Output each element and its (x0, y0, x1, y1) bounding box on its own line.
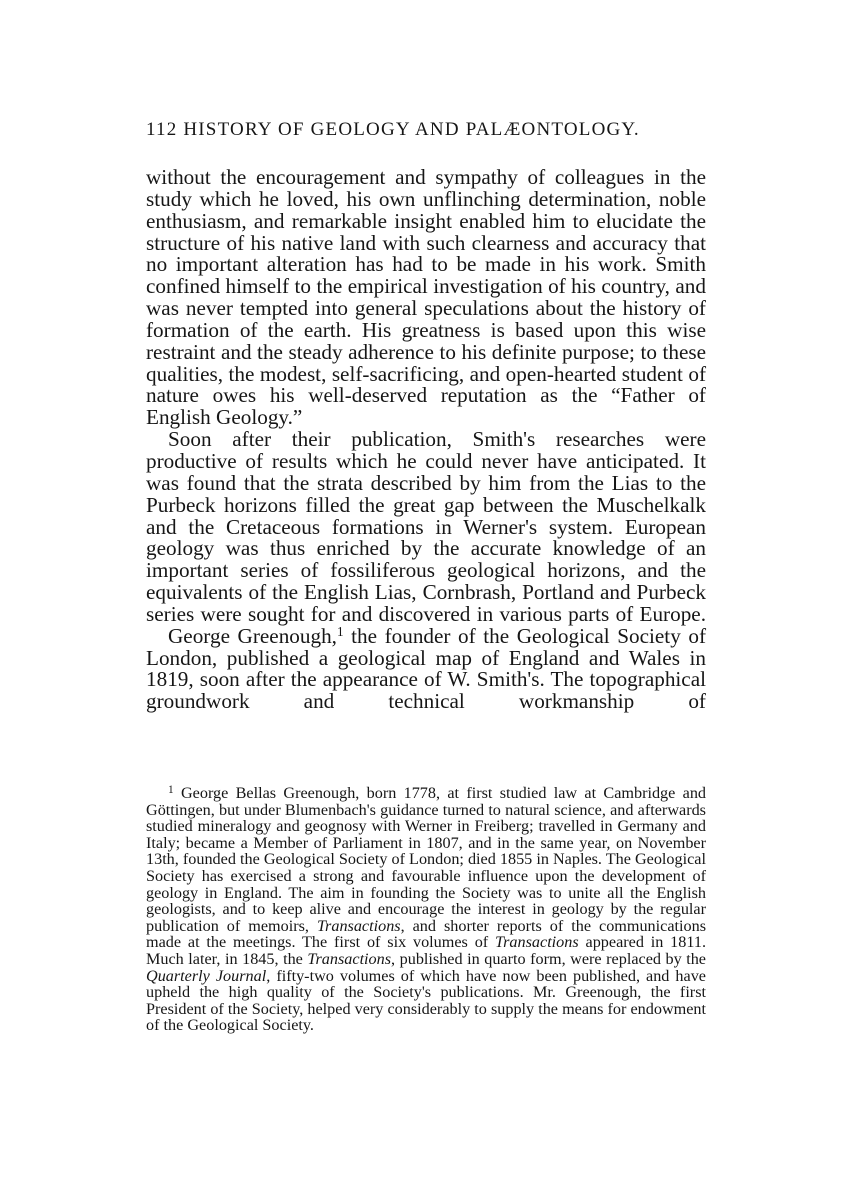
footnote-text: appeared in 1811. Much later, in 1845, the (146, 933, 706, 968)
paragraph-greenough (146, 623, 707, 714)
footnote-text: , and shorter reports of the communications made at the meetings. The first of six volumes of (146, 916, 707, 952)
page-number: 112 (146, 119, 178, 140)
paragraph-text: George Greenough, (168, 623, 337, 648)
footnote-number: 1 (168, 783, 174, 796)
italic-title: Transactions (495, 933, 579, 952)
paragraph-continued: without the encouragement and sympathy of colleagues in the study which he loved, his own unflinching determination, noble enthusiasm, and remarkable insight enabled him to elucidate the structure of his native land with such clearness and accuracy that no important alteration has had to be made in his work. Smith confined himself to the empirical investigation of his country, and was never tempted into general speculations about the history of formation of the earth. His greatness is based upon this wise restraint and the steady adherence to his definite purpose; to these qualities, the modest, self-sacrificing, and open-hearted student of nature owes his well-deserved reputation as the “Father of English Geology.” (146, 165, 706, 430)
italic-title: Quarterly Journal (146, 966, 267, 985)
running-title: HISTORY OF GEOLOGY AND PALÆONTOLOGY. (183, 119, 640, 140)
footnote-text: George Bellas Greenough, born 1778, at first studied law at Cambridge and Göttingen, but under Blumenbach's guidance turned to natural science, and afterwards studied mineralogy and geognosy with Werner in Freiberg; travelled in Germany and Italy; became a Member of Parliament in 1807, and in the same year, on November 13th, founded the Geological Society of London; died 1855 in Naples. The Geological Society has exercised a strong and favourable influence upon the development of geology in England. The aim in founding the Society was to unite all the English geologists, and to keep alive and encourage the interest in geology by the regular publication of memoirs, (146, 784, 707, 935)
italic-title: Transactions (307, 949, 392, 968)
footnote-1 (146, 785, 706, 1034)
italic-title: Transactions (316, 916, 401, 935)
main-text (146, 167, 706, 713)
footnote-text: , fifty-two volumes of which have now been published, and have upheld the high quality of the Society's publications. Mr. Greenough, the first President of the Society, helped very considerably to supply the means for endowment of the Geological Society. (146, 966, 706, 1035)
paragraph-smith-results: Soon after their publication, Smith's researches were productive of results which he could never have anticipated. It was found that the strata described by him from the Lias to the Purbeck horizons filled the great gap between the Muschelkalk and the Cretaceous formations in Werner's system. European geology was thus enriched by the accurate knowledge of an important series of fossiliferous geological horizons, and the equivalents of the English Lias, Cornbrash, Portland and Purbeck series were sought for and discovered in various parts of Europe. (146, 427, 706, 626)
footnote-text: , published in quarto form, were replaced by the (391, 949, 706, 968)
running-head (146, 119, 706, 141)
footnote-section (146, 785, 706, 1034)
paragraph-text: the founder of the Geological Society of London, published a geological map of England and Wales in 1819, soon after the appearance of W. Smith's. The topographical groundwork and technical workmanship of (146, 623, 707, 714)
footnote-reference[interactable]: 1 (336, 623, 344, 639)
